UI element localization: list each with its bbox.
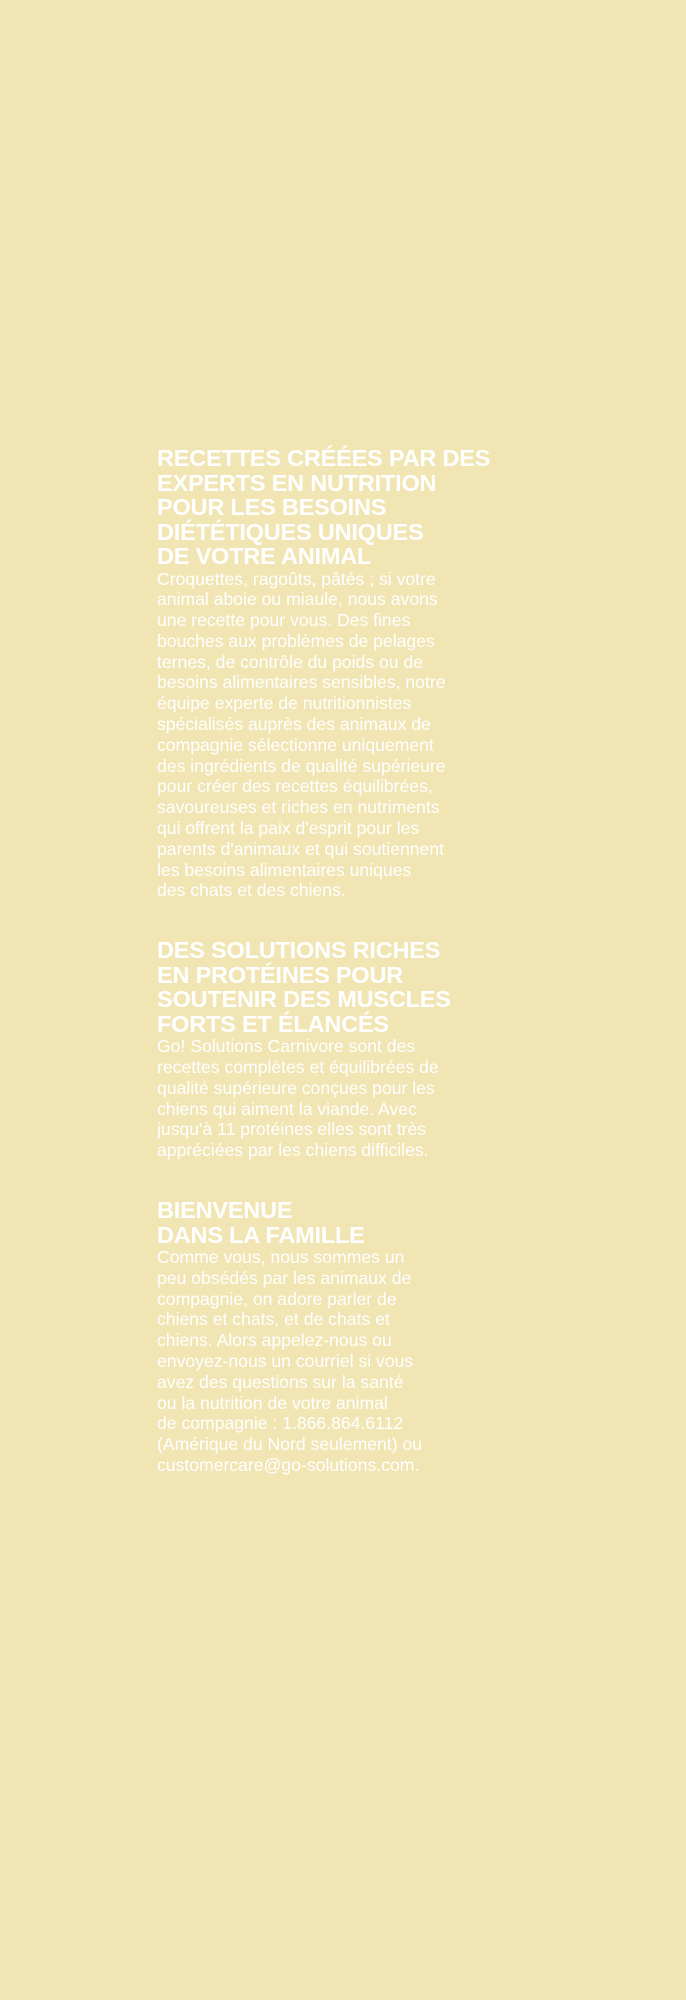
content-column bbox=[157, 446, 537, 1476]
section-heading: DES SOLUTIONS RICHES EN PROTÉINES POUR SOUTENIR DES MUSCLES FORTS ET ÉLANCÉS bbox=[157, 937, 451, 1037]
section-expert-recipes bbox=[157, 446, 537, 901]
section-body: Comme vous, nous sommes un peu obsédés par les animaux de compagnie, on adore parler de chiens et chats, et de chats et chiens. Alors appelez-nous ou envoyez-nous un courriel si vous avez des questions sur la santé ou la nutrition de votre animal de compagnie : 1.866.864.6112 (Amérique du Nord seulement) ou customercare@go-solutions.com. bbox=[157, 1247, 423, 1475]
section-welcome-family bbox=[157, 1198, 537, 1476]
section-protein-solutions bbox=[157, 938, 537, 1161]
section-body: Croquettes, ragoûts, pâtés ; si votre animal aboie ou miaule, nous avons une recette pour vous. Des fines bouches aux problèmes de pelages ternes, de contrôle du poids ou de besoins alimentaires sensibles, notre équipe experte de nutritionnistes spécialisés auprès des animaux de compagnie sélectionne uniquement des ingrédients de qualité supérieure pour créer des recettes équilibrées, savoureuses et riches en nutriments qui offrent la paix d'esprit pour les parents d'animaux et qui soutiennent les besoins alimentaires uniques des chats et des chiens. bbox=[157, 568, 446, 901]
section-heading: BIENVENUE DANS LA FAMILLE bbox=[157, 1197, 365, 1248]
section-body: Go! Solutions Carnivore sont des recettes complètes et équilibrées de qualité supérieure conçues pour les chiens qui aiment la viande. Avec jusqu'à 11 protéines elles sont très appréciées par les chiens difficiles. bbox=[157, 1036, 439, 1161]
section-heading: RECETTES CRÉÉES PAR DES EXPERTS EN NUTRITION POUR LES BESOINS DIÉTÉTIQUES UNIQUES DE VOTRE ANIMAL bbox=[157, 445, 491, 569]
